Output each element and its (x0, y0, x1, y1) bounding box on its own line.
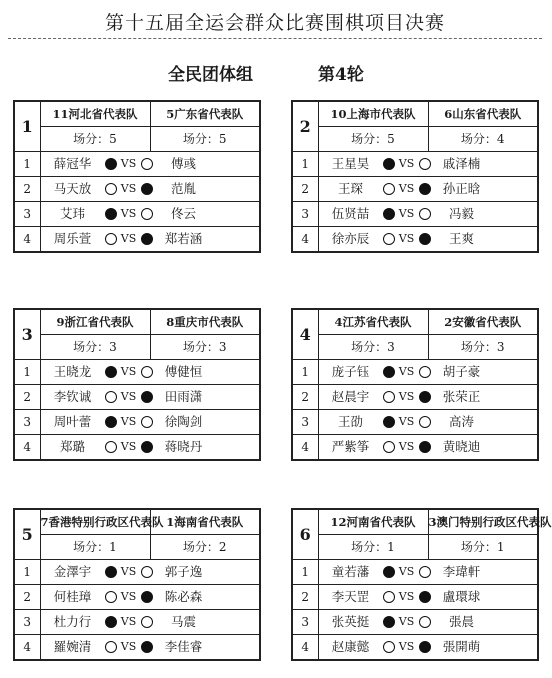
player-a-name: 伍贤喆 (331, 206, 370, 221)
vs-label: VS (398, 157, 415, 170)
black-stone-icon (105, 366, 117, 378)
board-pairing (40, 202, 260, 227)
black-stone-icon (141, 441, 153, 453)
match-table (291, 308, 539, 461)
team-b-name: 2安徽省代表队 (428, 309, 538, 335)
board-row (14, 360, 260, 385)
team-a-score: 场分：1 (318, 535, 428, 560)
board-pairing (318, 435, 538, 461)
player-a-name: 庞子钰 (331, 364, 370, 379)
board-pairing (318, 360, 538, 385)
player-b-name: 马震 (170, 614, 196, 629)
board-pairing (318, 610, 538, 635)
white-stone-icon (105, 391, 117, 403)
player-a-name: 郑璐 (59, 439, 85, 454)
white-stone-icon (383, 441, 395, 453)
board-number: 2 (292, 177, 318, 202)
board-pairing (40, 435, 260, 461)
black-stone-icon (383, 616, 395, 628)
team-a-score: 场分：5 (40, 127, 150, 152)
board-number: 3 (14, 410, 40, 435)
team-b-name: 5广东省代表队 (150, 101, 260, 127)
board-row (292, 227, 538, 253)
black-stone-icon (383, 416, 395, 428)
team-a-name: 10上海市代表队 (318, 101, 428, 127)
board-number: 1 (292, 360, 318, 385)
white-stone-icon (141, 566, 153, 578)
board-pairing (40, 360, 260, 385)
page-title: 第十五届全运会群众比赛围棋项目决赛 (104, 12, 445, 34)
board-number: 3 (292, 410, 318, 435)
board-number: 2 (14, 385, 40, 410)
player-a-name: 李钦诚 (53, 389, 92, 404)
black-stone-icon (105, 616, 117, 628)
team-a-score: 场分：5 (318, 127, 428, 152)
board-number: 4 (292, 435, 318, 461)
board-row (14, 202, 260, 227)
board-pairing (40, 560, 260, 585)
white-stone-icon (141, 366, 153, 378)
player-b-name: 胡子豪 (442, 364, 481, 379)
player-a-name: 王琛 (337, 181, 363, 196)
player-a-name: 金澤宇 (53, 564, 92, 579)
board-pairing (318, 385, 538, 410)
table-number: 5 (14, 509, 40, 560)
player-b-name: 李佳睿 (164, 639, 203, 654)
black-stone-icon (105, 208, 117, 220)
board-pairing (318, 585, 538, 610)
board-number: 1 (14, 152, 40, 177)
white-stone-icon (419, 616, 431, 628)
black-stone-icon (383, 366, 395, 378)
board-number: 2 (14, 177, 40, 202)
player-b-name: 黄晓迪 (442, 439, 481, 454)
vs-label: VS (398, 640, 415, 653)
player-a-name: 艾玮 (59, 206, 85, 221)
vs-label: VS (120, 565, 137, 578)
black-stone-icon (141, 641, 153, 653)
player-a-name: 赵晨宇 (331, 389, 370, 404)
team-b-name: 6山东省代表队 (428, 101, 538, 127)
board-row (14, 227, 260, 253)
board-number: 1 (292, 560, 318, 585)
board-row (292, 560, 538, 585)
player-b-name: 戚泽楠 (442, 156, 481, 171)
table-number: 6 (292, 509, 318, 560)
black-stone-icon (105, 158, 117, 170)
team-b-score: 场分：5 (150, 127, 260, 152)
group-label: 全民团体组 (168, 65, 253, 85)
player-b-name: 郑若涵 (164, 231, 203, 246)
player-a-name: 王晓龙 (53, 364, 92, 379)
player-a-name: 何桂璋 (53, 589, 92, 604)
player-b-name: 蒋晓丹 (164, 439, 203, 454)
board-pairing (40, 635, 260, 661)
board-number: 4 (292, 227, 318, 253)
black-stone-icon (141, 233, 153, 245)
white-stone-icon (419, 366, 431, 378)
white-stone-icon (105, 183, 117, 195)
vs-label: VS (120, 440, 137, 453)
vs-label: VS (398, 415, 415, 428)
vs-label: VS (120, 390, 137, 403)
player-b-name: 張晨 (448, 614, 474, 629)
player-a-name: 薛冠华 (53, 156, 92, 171)
board-row (14, 385, 260, 410)
board-row (14, 635, 260, 661)
player-b-name: 范胤 (170, 181, 196, 196)
black-stone-icon (383, 158, 395, 170)
team-a-name: 7香港特别行政区代表队 (40, 509, 150, 535)
team-a-name: 12河南省代表队 (318, 509, 428, 535)
board-pairing (318, 560, 538, 585)
board-number: 3 (292, 202, 318, 227)
board-pairing (318, 177, 538, 202)
board-row (14, 610, 260, 635)
board-row (14, 435, 260, 461)
team-a-score: 场分：3 (318, 335, 428, 360)
black-stone-icon (419, 441, 431, 453)
player-b-name: 孙正晗 (442, 181, 481, 196)
board-row (292, 610, 538, 635)
board-pairing (318, 635, 538, 661)
board-pairing (318, 410, 538, 435)
board-row (14, 560, 260, 585)
board-pairing (40, 610, 260, 635)
white-stone-icon (105, 441, 117, 453)
vs-label: VS (398, 440, 415, 453)
board-number: 4 (14, 435, 40, 461)
vs-label: VS (120, 615, 137, 628)
table-number: 4 (292, 309, 318, 360)
black-stone-icon (383, 566, 395, 578)
match-table (13, 508, 261, 661)
black-stone-icon (141, 591, 153, 603)
black-stone-icon (141, 183, 153, 195)
white-stone-icon (141, 616, 153, 628)
black-stone-icon (105, 566, 117, 578)
board-row (292, 202, 538, 227)
board-pairing (40, 385, 260, 410)
white-stone-icon (419, 158, 431, 170)
white-stone-icon (419, 416, 431, 428)
player-b-name: 王爽 (448, 231, 474, 246)
board-pairing (40, 177, 260, 202)
team-b-name: 1海南省代表队 (150, 509, 260, 535)
team-b-score: 场分：1 (428, 535, 538, 560)
board-row (292, 585, 538, 610)
board-row (292, 435, 538, 461)
player-b-name: 徐陶剑 (164, 414, 203, 429)
vs-label: VS (120, 232, 137, 245)
black-stone-icon (383, 208, 395, 220)
board-number: 1 (14, 560, 40, 585)
board-number: 1 (14, 360, 40, 385)
black-stone-icon (419, 591, 431, 603)
player-b-name: 田雨潇 (164, 389, 203, 404)
table-number: 3 (14, 309, 40, 360)
white-stone-icon (141, 158, 153, 170)
board-number: 4 (14, 635, 40, 661)
board-pairing (40, 410, 260, 435)
board-pairing (318, 152, 538, 177)
board-number: 2 (292, 585, 318, 610)
vs-label: VS (398, 590, 415, 603)
title-divider (8, 38, 542, 39)
board-number: 3 (14, 610, 40, 635)
board-row (292, 410, 538, 435)
player-a-name: 周乐萱 (53, 231, 92, 246)
vs-label: VS (398, 390, 415, 403)
board-number: 1 (292, 152, 318, 177)
player-a-name: 严紫筝 (331, 439, 370, 454)
player-b-name: 高涛 (448, 414, 474, 429)
vs-label: VS (120, 590, 137, 603)
team-b-score: 场分：4 (428, 127, 538, 152)
white-stone-icon (383, 641, 395, 653)
player-a-name: 张英挺 (331, 614, 370, 629)
white-stone-icon (105, 591, 117, 603)
black-stone-icon (419, 233, 431, 245)
board-row (14, 585, 260, 610)
team-b-name: 8重庆市代表队 (150, 309, 260, 335)
white-stone-icon (383, 391, 395, 403)
team-a-score: 场分：1 (40, 535, 150, 560)
black-stone-icon (419, 183, 431, 195)
team-b-score: 场分：3 (150, 335, 260, 360)
board-row (14, 177, 260, 202)
vs-label: VS (120, 157, 137, 170)
player-a-name: 羅婉清 (53, 639, 92, 654)
white-stone-icon (105, 641, 117, 653)
player-a-name: 李天罡 (331, 589, 370, 604)
team-a-score: 场分：3 (40, 335, 150, 360)
board-pairing (40, 227, 260, 253)
vs-label: VS (398, 615, 415, 628)
board-row (292, 360, 538, 385)
player-a-name: 马天放 (53, 181, 92, 196)
table-number: 2 (292, 101, 318, 152)
vs-label: VS (120, 415, 137, 428)
team-a-name: 11河北省代表队 (40, 101, 150, 127)
player-b-name: 张荣正 (442, 389, 481, 404)
player-b-name: 傅彧 (170, 156, 196, 171)
black-stone-icon (105, 416, 117, 428)
player-b-name: 傅健恒 (164, 364, 203, 379)
black-stone-icon (141, 391, 153, 403)
player-b-name: 郭子逸 (164, 564, 203, 579)
vs-label: VS (120, 640, 137, 653)
board-row (292, 177, 538, 202)
vs-label: VS (398, 565, 415, 578)
vs-label: VS (398, 365, 415, 378)
player-a-name: 杜力行 (53, 614, 92, 629)
vs-label: VS (398, 232, 415, 245)
vs-label: VS (120, 182, 137, 195)
white-stone-icon (383, 183, 395, 195)
board-row (292, 385, 538, 410)
board-pairing (40, 585, 260, 610)
match-table (13, 308, 261, 461)
white-stone-icon (141, 416, 153, 428)
player-a-name: 赵康懿 (331, 639, 370, 654)
board-number: 3 (14, 202, 40, 227)
black-stone-icon (419, 641, 431, 653)
player-b-name: 盧環球 (442, 589, 481, 604)
vs-label: VS (120, 365, 137, 378)
match-table (13, 100, 261, 253)
board-row (292, 152, 538, 177)
white-stone-icon (383, 233, 395, 245)
vs-label: VS (398, 207, 415, 220)
board-pairing (318, 202, 538, 227)
player-a-name: 王星昊 (331, 156, 370, 171)
vs-label: VS (398, 182, 415, 195)
team-b-score: 场分：3 (428, 335, 538, 360)
board-number: 2 (14, 585, 40, 610)
board-number: 2 (292, 385, 318, 410)
player-a-name: 童若藩 (331, 564, 370, 579)
board-row (14, 410, 260, 435)
white-stone-icon (141, 208, 153, 220)
board-pairing (318, 227, 538, 253)
player-b-name: 佟云 (170, 206, 196, 221)
round-label: 第4轮 (318, 65, 364, 85)
white-stone-icon (105, 233, 117, 245)
table-number: 1 (14, 101, 40, 152)
board-number: 4 (14, 227, 40, 253)
match-table (291, 100, 539, 253)
match-table (291, 508, 552, 661)
board-row (292, 635, 538, 661)
black-stone-icon (419, 391, 431, 403)
white-stone-icon (419, 566, 431, 578)
player-a-name: 王劭 (337, 414, 363, 429)
player-a-name: 徐亦辰 (331, 231, 370, 246)
player-a-name: 周叶蕾 (53, 414, 92, 429)
white-stone-icon (419, 208, 431, 220)
board-number: 3 (292, 610, 318, 635)
board-number: 4 (292, 635, 318, 661)
player-b-name: 李瑋軒 (442, 564, 481, 579)
team-a-name: 9浙江省代表队 (40, 309, 150, 335)
team-b-score: 场分：2 (150, 535, 260, 560)
player-b-name: 陈必森 (164, 589, 203, 604)
player-b-name: 張開萌 (442, 639, 481, 654)
white-stone-icon (383, 591, 395, 603)
vs-label: VS (120, 207, 137, 220)
board-row (14, 152, 260, 177)
board-pairing (40, 152, 260, 177)
team-b-name: 3澳门特别行政区代表队 (428, 509, 538, 535)
team-a-name: 4江苏省代表队 (318, 309, 428, 335)
player-b-name: 冯毅 (448, 206, 474, 221)
